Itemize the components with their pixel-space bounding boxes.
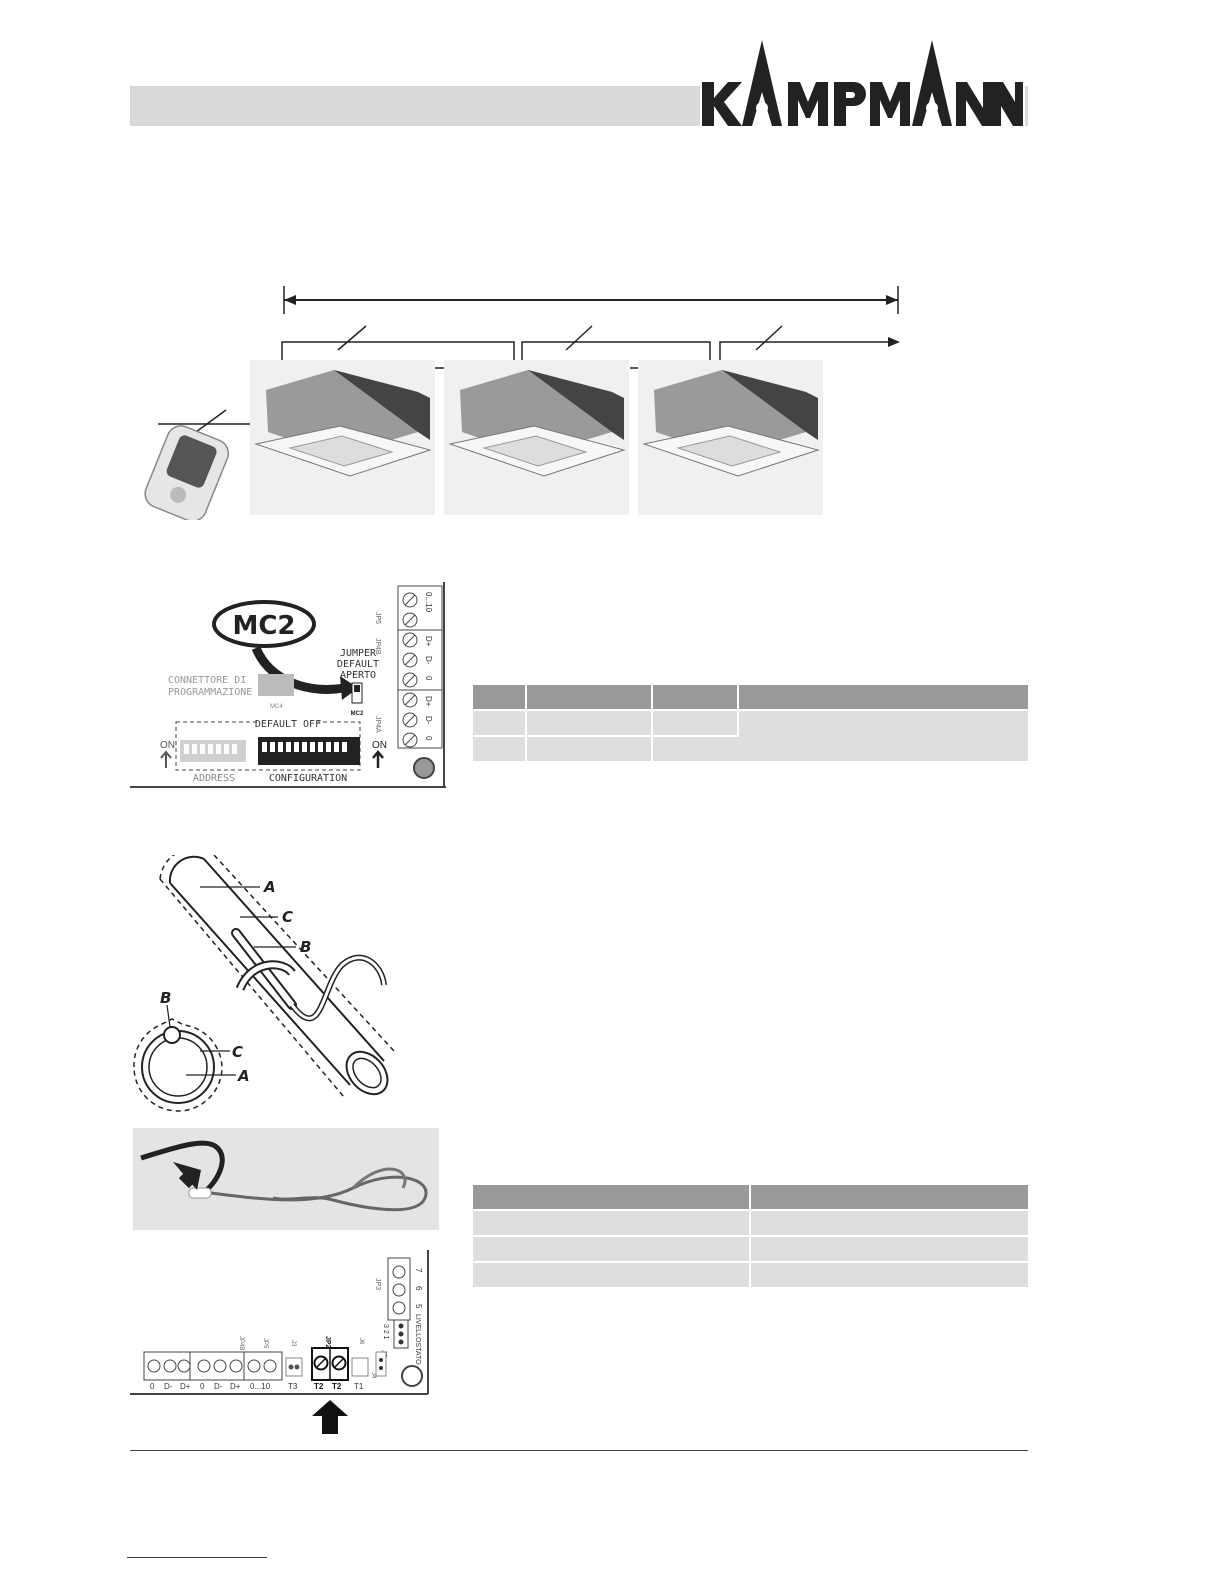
top-term-3: 5	[414, 1304, 423, 1309]
jumper-code: MC2	[350, 711, 364, 717]
connector-line-1: CONNETTORE DI	[168, 675, 247, 686]
label-b-top: B	[300, 938, 312, 956]
j5-pins: 3 2 1	[382, 1324, 389, 1340]
bottom-term-6: D+	[230, 1382, 241, 1391]
bottom-term-7: 0...10	[250, 1382, 271, 1391]
mc2-callout: MC2	[232, 611, 296, 641]
t2-label-1: T2	[314, 1382, 324, 1391]
term-label-4: 0	[424, 676, 433, 681]
pcb-figure	[130, 582, 446, 790]
footer-rule	[130, 1450, 1028, 1451]
bottom-jp-1: JP4B	[238, 1336, 244, 1351]
bottom-term-3: D+	[180, 1382, 191, 1391]
bottom-term-5: D-	[214, 1382, 223, 1391]
kampmann-logo	[700, 40, 1025, 135]
label-a-top: A	[264, 878, 276, 896]
bottom-term-2: D-	[164, 1382, 173, 1391]
top-term-2: 6	[414, 1286, 423, 1291]
jumper-line-1: JUMPER	[339, 648, 377, 659]
cassette-unit-1	[250, 360, 435, 515]
address-label: ADDRESS	[192, 773, 236, 784]
default-off-label: DEFAULT OFF	[254, 719, 322, 730]
cassette-unit-2	[444, 360, 629, 515]
j4-label: J4	[370, 1372, 376, 1379]
probe-photo	[133, 1128, 439, 1230]
term-label-6: D-	[424, 716, 433, 725]
bottom-term-4: 0	[200, 1382, 205, 1391]
jp4b-label: JP4B	[374, 638, 381, 655]
label-a-section: A	[238, 1067, 250, 1085]
table-1	[473, 685, 1028, 761]
table-row	[473, 1236, 1028, 1262]
cassette-unit-3	[638, 360, 823, 515]
table-2	[473, 1185, 1028, 1287]
on-right-label: ON	[372, 740, 387, 751]
top-term-1: 7	[414, 1268, 423, 1273]
term-label-1: 0...10	[424, 592, 433, 613]
table-2-header	[473, 1185, 1028, 1210]
label-c-top: C	[282, 908, 294, 926]
table-row	[473, 1210, 1028, 1236]
bottom-term-1: 0	[150, 1382, 155, 1391]
dimension-line	[284, 286, 898, 314]
jumper-line-2: DEFAULT	[336, 659, 380, 670]
t3-label: T3	[288, 1382, 298, 1391]
t2-label-2: T2	[332, 1382, 342, 1391]
configuration-label: CONFIGURATION	[268, 773, 348, 784]
bottom-jp-5: J6	[358, 1338, 364, 1345]
bottom-jp-2: JP5	[262, 1338, 268, 1349]
bottom-jp-3: J3	[290, 1340, 296, 1347]
term-label-2: D+	[424, 636, 433, 647]
pipe-sensor-figure	[122, 855, 404, 1113]
term-label-3: D-	[424, 656, 433, 665]
mc4-label: MC4	[270, 704, 283, 710]
remote-control	[141, 422, 233, 520]
top-jp-label: JP3	[374, 1278, 381, 1291]
label-c-section: C	[232, 1043, 244, 1061]
table-row	[473, 1262, 1028, 1287]
terminal-strip-figure	[130, 1248, 436, 1438]
table-row	[473, 710, 1028, 736]
livellostato-label: LIVELLOSTATO	[414, 1314, 421, 1365]
t1-label: T1	[354, 1382, 364, 1391]
term-label-7: 0	[424, 736, 433, 741]
jp5-label: JP5	[374, 612, 381, 625]
bottom-jp-4: JP2	[324, 1336, 331, 1349]
connector-line-2: PROGRAMMAZIONE	[168, 687, 253, 698]
on-left-label: ON	[160, 740, 175, 751]
jp4a-label: JP4A	[374, 716, 381, 733]
footer-link-underline[interactable]	[127, 1557, 267, 1558]
label-b-section: B	[160, 989, 172, 1007]
jumper-line-3: APERTO	[339, 670, 377, 681]
system-diagram	[130, 280, 930, 520]
table-1-header	[473, 685, 1028, 710]
term-label-5: D+	[424, 696, 433, 707]
